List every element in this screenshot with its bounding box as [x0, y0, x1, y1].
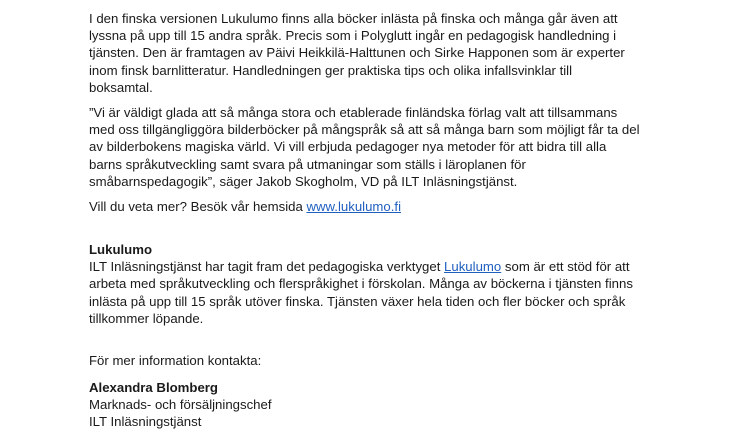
intro-line: tjänsten. Den är framtagen av Päivi Heikkilä-Halttunen och Sirke Happonen som är experter — [89, 45, 625, 61]
contact-intro: För mer information kontakta: — [89, 353, 262, 368]
about-line — [89, 258, 699, 275]
about-heading: Lukulumo — [89, 242, 153, 257]
website-paragraph — [89, 198, 699, 215]
website-line — [89, 198, 699, 215]
contact-company: ILT Inläsningstjänst — [89, 414, 202, 430]
quote-paragraph — [89, 104, 699, 190]
contact-details — [89, 379, 699, 431]
intro-line: lyssna på upp till 15 andra språk. Precis som i Polyglutt ingår en pedagogisk handledning i — [89, 28, 617, 44]
quote-line: med oss tillgängliggöra bilderböcker på mångspråk så att så många barn som möjligt får ta del — [89, 122, 640, 138]
quote-line: av bilderbokens magiska värld. Vi vill erbjuda pedagoger nya metoder för att bidra till alla — [89, 139, 607, 155]
website-prefix: Vill du veta mer? Besök vår hemsida — [89, 199, 307, 214]
intro-line: I den finska versionen Lukulumo finns alla böcker inlästa på finska och många går även att — [89, 11, 618, 26]
quote-line: småbarnspedagogik”, säger Jakob Skogholm, VD på ILT Inläsningstjänst. — [89, 173, 518, 189]
contact-intro-paragraph — [89, 352, 699, 369]
quote-line: ”Vi är väldigt glada att så många stora och etablerade finländska förlag valt att tillsammans — [89, 105, 618, 120]
about-line: tillkommer löpande. — [89, 310, 204, 326]
quote-line: barns språkutveckling samt svara på utmaningar som ställs i läroplanen för — [89, 156, 526, 172]
contact-name: Alexandra Blomberg — [89, 380, 218, 395]
about-line1-suffix: som är ett stöd för att — [501, 259, 630, 275]
about-line: arbeta med språkutveckling och flerspråkighet i förskolan. Många av böckerna i tjänsten finns — [89, 276, 633, 292]
about-section — [89, 241, 699, 327]
contact-title: Marknads- och försäljningschef — [89, 397, 272, 413]
website-link[interactable]: www.lukulumo.fi — [306, 199, 401, 214]
intro-paragraph — [89, 10, 699, 96]
intro-line: boksamtal. — [89, 79, 153, 95]
lukulumo-link[interactable]: Lukulumo — [444, 259, 502, 275]
intro-line: inom finsk barnlitteratur. Handledningen ger praktiska tips och olika infallsvinklar till — [89, 62, 573, 78]
about-line1-prefix: ILT Inläsningstjänst har tagit fram det pedagogiska verktyget — [89, 259, 445, 275]
about-line: inlästa på upp till 15 språk utöver finska. Tjänsten växer hela tiden och fler böcker och språk — [89, 293, 626, 309]
